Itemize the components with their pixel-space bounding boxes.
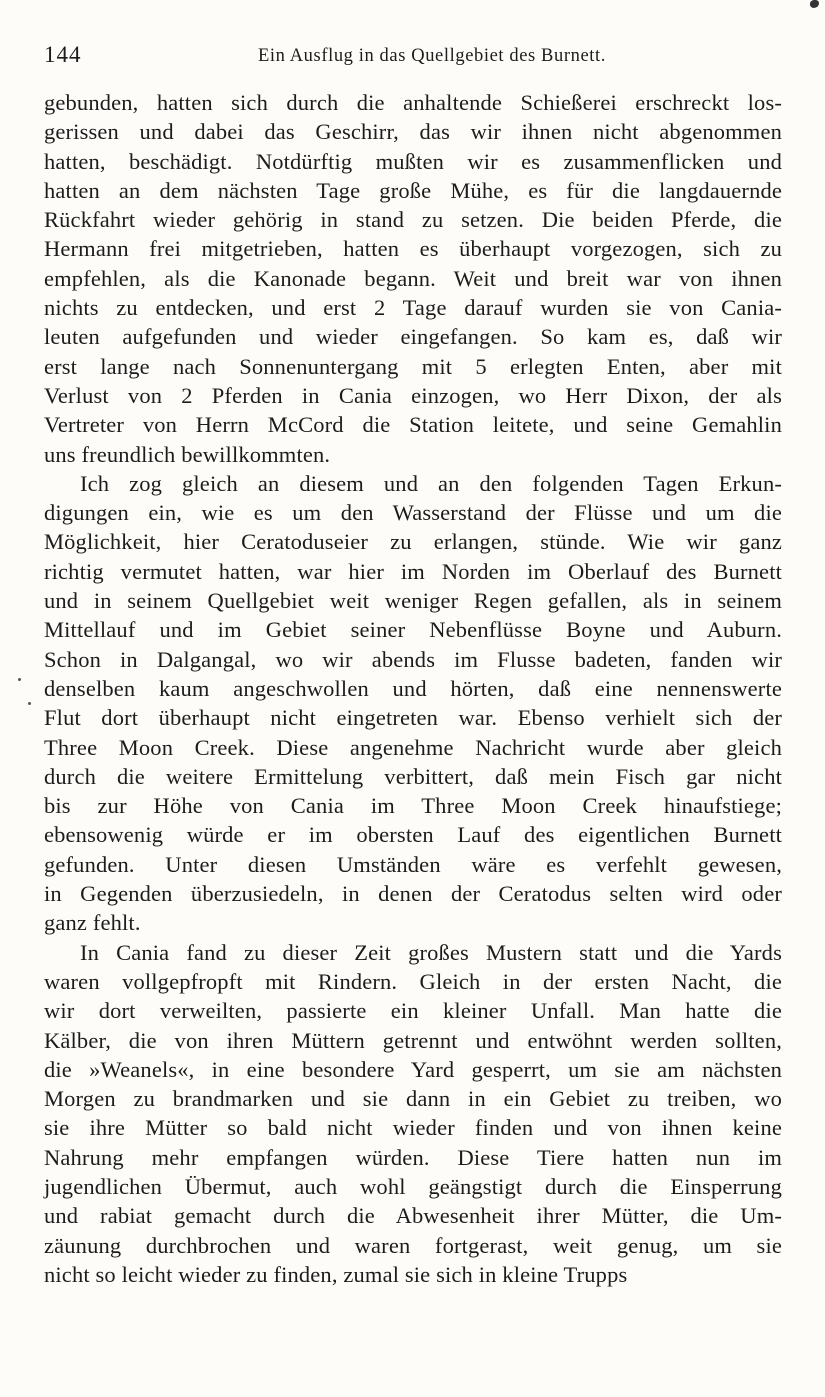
text-line: wir dort verweilten, passierte ein kleiner Unfall. Man hatte die: [44, 998, 782, 1024]
text-line: Ich zog gleich an diesem und an den folgenden Tagen Erkun-: [80, 470, 782, 496]
text-line: Vertreter von Herrn McCord die Station leitete, und seine Gemahlin: [44, 412, 782, 438]
text-line: richtig vermutet hatten, war hier im Norden im Oberlauf des Burnett: [44, 558, 782, 584]
text-line: jugendlichen Übermut, auch wohl geängstigt durch die Einsperrung: [44, 1173, 782, 1199]
ink-blot: [810, 0, 819, 8]
margin-speck: [28, 702, 31, 705]
text-line: in Gegenden überzusiedeln, in denen der Ceratodus selten wird oder: [44, 881, 782, 907]
page-header: [44, 42, 780, 78]
text-line: Möglichkeit, hier Ceratoduseier zu erlangen, stünde. Wie wir ganz: [44, 529, 782, 555]
text-line: hatten an dem nächsten Tage große Mühe, es für die langdauernde: [44, 177, 782, 203]
paragraph: [44, 88, 782, 469]
text-line: hatten, beschädigt. Notdürftig mußten wir es zusammenflicken und: [44, 148, 782, 174]
text-line: Kälber, die von ihren Müttern getrennt und entwöhnt werden sollten,: [44, 1027, 782, 1053]
text-line: empfehlen, als die Kanonade begann. Weit und breit war von ihnen: [44, 265, 782, 291]
text-line: Morgen zu brandmarken und sie dann in ein Gebiet zu treiben, wo: [44, 1086, 782, 1112]
paragraph: [44, 938, 782, 1290]
text-line: sie ihre Mütter so bald nicht wieder finden und von ihnen keine: [44, 1115, 782, 1141]
text-line: uns freundlich bewillkommten.: [44, 441, 331, 467]
text-line: die »Weanels«, in eine besondere Yard gesperrt, um sie am nächsten: [44, 1056, 782, 1082]
text-line: durch die weitere Ermittelung verbittert, daß mein Fisch gar nicht: [44, 763, 782, 789]
text-line: nichts zu entdecken, und erst 2 Tage darauf wurden sie von Cania-: [44, 295, 782, 321]
text-line: digungen ein, wie es um den Wasserstand der Flüsse und um die: [44, 500, 782, 526]
margin-speck: [18, 678, 21, 681]
text-line: gefunden. Unter diesen Umständen wäre es verfehlt gewesen,: [44, 851, 782, 877]
text-line: Schon in Dalgangal, wo wir abends im Flusse badeten, fanden wir: [44, 646, 782, 672]
text-line: bis zur Höhe von Cania im Three Moon Creek hinaufstiege;: [44, 793, 782, 819]
text-line: Flut dort überhaupt nicht eingetreten war. Ebenso verhielt sich der: [44, 705, 782, 731]
text-line: ganz fehlt.: [44, 910, 141, 936]
text-line: Nahrung mehr empfangen würden. Diese Tiere hatten nun im: [44, 1144, 782, 1170]
text-line: und rabiat gemacht durch die Abwesenheit ihrer Mütter, die Um-: [44, 1203, 782, 1229]
running-title: Ein Ausflug in das Quellgebiet des Burnett.: [258, 46, 606, 66]
text-line: waren vollgepfropft mit Rindern. Gleich in der ersten Nacht, die: [44, 968, 782, 994]
page-number: 144: [44, 42, 82, 67]
text-line: und in seinem Quellgebiet weit weniger Regen gefallen, als in seinem: [44, 588, 782, 614]
text-line: Hermann frei mitgetrieben, hatten es überhaupt vorgezogen, sich zu: [44, 236, 782, 262]
text-line: nicht so leicht wieder zu finden, zumal sie sich in kleine Trupps: [44, 1261, 628, 1287]
paragraph: [44, 469, 782, 938]
text-line: Three Moon Creek. Diese angenehme Nachricht wurde aber gleich: [44, 734, 782, 760]
text-line: gerissen und dabei das Geschirr, das wir ihnen nicht abgenommen: [44, 119, 782, 145]
text-line: erst lange nach Sonnenuntergang mit 5 erlegten Enten, aber mit: [44, 353, 782, 379]
text-line: Verlust von 2 Pferden in Cania einzogen, wo Herr Dixon, der als: [44, 382, 782, 408]
text-line: Rückfahrt wieder gehörig in stand zu setzen. Die beiden Pferde, die: [44, 207, 782, 233]
text-line: gebunden, hatten sich durch die anhaltende Schießerei erschreckt los-: [44, 90, 782, 115]
text-line: In Cania fand zu dieser Zeit großes Mustern statt und die Yards: [80, 939, 782, 965]
body-text: [44, 88, 782, 1289]
text-line: leuten aufgefunden und wieder eingefangen. So kam es, daß wir: [44, 324, 782, 350]
text-line: denselben kaum angeschwollen und hörten, daß eine nennenswerte: [44, 675, 782, 701]
text-line: ebensowenig würde er im obersten Lauf des eigentlichen Burnett: [44, 822, 782, 848]
text-line: zäunung durchbrochen und waren fortgerast, weit genug, um sie: [44, 1232, 782, 1258]
text-line: Mittellauf und im Gebiet seiner Nebenflüsse Boyne und Auburn.: [44, 617, 782, 643]
